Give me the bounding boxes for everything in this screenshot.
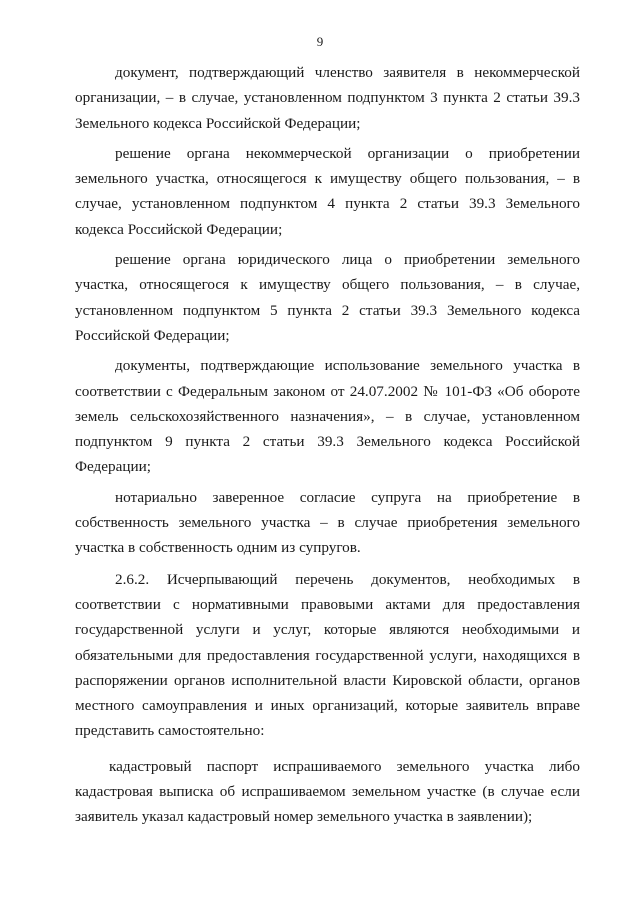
paragraph-nonprofit-decision: решение органа некоммерческой организации о приобретении земельного участка, относящегося к имуществу общего пользования, – в случае, установленном подпунктом 4 пункта 2 статьи 39.3 Земельного кодекса Российской Федерации;: [75, 144, 580, 238]
page-number: 9: [316, 34, 324, 49]
paragraph-membership-document: документ, подтверждающий членство заявителя в некоммерческой организации, – в случае, установленном подпунктом 3 пункта 2 статьи 39.3 Земельного кодекса Российской Федерации;: [75, 64, 580, 132]
paragraph-section-2-6-2: 2.6.2. Исчерпывающий перечень документов, необходимых в соответствии с нормативными правовыми актами для предоставления государственной услуги и услуг, которые являются необходимыми и обязательными для предоставления государственной услуги, находящихся в распоряжении органов исполнительной власти Кировской области, органов местного самоуправления и иных организаций, которые заявитель вправе представить самостоятельно:: [75, 570, 580, 740]
paragraph-land-use-documents: документы, подтверждающие использование земельного участка в соответствии с Федеральным законом от 24.07.2002 № 101-ФЗ «Об обороте земель сельскохозяйственного назначения», – в случае, установленном подпунктом 9 пункта 2 статьи 39.3 Земельного кодекса Российской Федерации;: [75, 357, 580, 476]
paragraph-legal-entity-decision: решение органа юридического лица о приобретении земельного участка, относящегося к имуществу общего пользования, – в случае, установленном подпунктом 5 пункта 2 статьи 39.3 Земельного кодекса Российской Федерации;: [75, 251, 580, 344]
paragraph-cadastral-passport: кадастровый паспорт испрашиваемого земельного участка либо кадастровая выписка об испрашиваемом земельном участке (в случае если заявитель указал кадастровый номер земельного участка в заявлении);: [75, 757, 580, 826]
paragraph-spouse-consent: нотариально заверенное согласие супруга на приобретение в собственность земельного участка – в случае приобретения земельного участка в собственность одним из супругов.: [75, 488, 580, 557]
document-body: [75, 60, 580, 835]
